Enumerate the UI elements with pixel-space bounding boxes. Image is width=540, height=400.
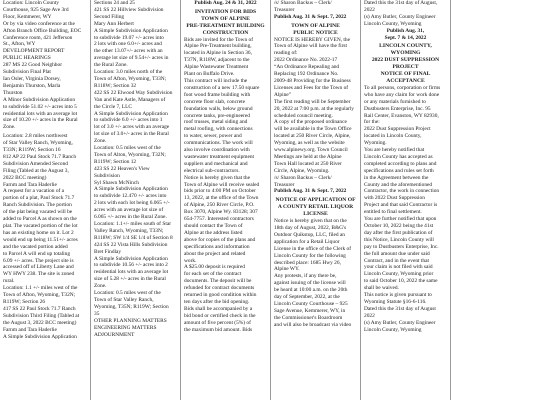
notice-text-line: Location: 2.8 miles northwest (3, 133, 68, 140)
notice-text-line: 812 AP 22 Paul Stock 71.7 Ranch (3, 153, 77, 160)
notice-text-line: Location: 1.1+/- miles south of Star (94, 221, 172, 227)
notice-text-line: Licenses and Fees for the Town of (274, 84, 349, 91)
notice-text-line: lot size of 3.0+/- acres in the Rural (94, 131, 169, 138)
notice-text-line: You are hereby notified that (364, 147, 425, 154)
notice-text-line: the August 3, 2022 BCC meeting) (3, 319, 77, 326)
notice-text-line: the Rural Zone. (94, 62, 128, 69)
notice-text-line: bids prior to 4:00 PM on October (184, 188, 256, 195)
notice-text-line: located in Lincoln County, (364, 133, 422, 140)
notice-text-line: the other 13.07+/- acres with an (94, 48, 163, 55)
notice-text-line: Farnm and Tara Haderlie (3, 181, 57, 188)
notice-text-line: 20, 2022 at 7:00 p.m. at the regularly (274, 105, 354, 112)
notice-heading: PROJECT (392, 64, 419, 71)
notice-text-line: rural. (3, 278, 15, 285)
notice-text-line: be heard at 10:00 a.m. on the 20th (274, 287, 348, 294)
notice-text-line: your claim is not filed with said (364, 264, 433, 271)
notice-text-line: specifications and rules set forth (364, 167, 434, 174)
notice-text-line: PUBLIC HEARINGS (3, 55, 51, 62)
notice-text-line: Lincoln County Courthouse – 925 (274, 300, 348, 307)
notice-text-line: concrete floor slab, concrete (184, 98, 246, 105)
notice-text-line: shall be waived. (364, 285, 399, 292)
notice-text-line: to Parcel A will end up totaling (3, 250, 71, 257)
notice-text-line: to subdivide 6.0 +/- acres into 1 (94, 117, 163, 124)
notice-text-line: specifications and information (184, 243, 250, 250)
notice-text-line: reading of: (274, 50, 298, 57)
notice-text-line: Zone. (94, 283, 107, 290)
notice-text-line: 2 lots with one 6.0+/- acres and (94, 41, 162, 48)
notice-text-line: returned in good condition within (184, 292, 257, 299)
notice-text-line: A $25.00 deposit is required (184, 264, 245, 271)
notice-text-line: 421 SS 22 Hillview Subdivision (94, 6, 164, 13)
notice-text-line: against issuing of the license will (274, 280, 346, 287)
notice-text-line: has an existing home on it. Lot 2 (3, 229, 74, 236)
notice-text-line: Wyoming Statute §16-6-116. (364, 298, 427, 305)
notice-text-line: portion of a plat, Paul Stock 71.7 (3, 195, 75, 202)
notice-text-line: Location: Lincoln County (3, 0, 59, 6)
notice-text-line: Town of Alpine will have the first (274, 43, 347, 50)
notice-text-line: T37N, R118W, adjacent to the (184, 57, 250, 64)
notice-text-line: Lincoln County for the following (274, 252, 346, 259)
notice-heading: INVITATION FOR BIDS (194, 8, 257, 15)
notice-text-line: Dated this the 31st day of August, (364, 0, 438, 6)
notice-text-line: Wyoming, as well as the website (274, 140, 345, 147)
notice-text-line: ENGINEERING MATTERS (94, 324, 157, 331)
notice-text-line: Publish Aug. 31, (386, 27, 425, 34)
notice-text-line: Thurston (3, 89, 23, 96)
notice-text-line: the Circle 7, LLC (94, 103, 133, 110)
notice-text-line: A Minor Subdivision Application (3, 96, 76, 103)
notice-text-line: 6.065 +/- acres in the Rural Zone. (94, 214, 167, 221)
notice-text-line: foundation walls, below ground (184, 105, 253, 112)
notice-text-line: Replacing 192 Ordinance No. (274, 71, 339, 78)
notice-text-line: WY HWY 238. The site is zoned (3, 271, 75, 278)
notice-text-line: (s) Amy Butler, County Engineer (364, 13, 436, 20)
notice-text-line: County and the aforementioned (364, 181, 433, 188)
notice-text-line: Location: 0.5 miles west of the (94, 290, 161, 297)
notice-text-line: to subdivide 51.02 +/- acres into 5 (3, 103, 77, 110)
notice-text-line: Farnm and Tara Haderlie (3, 326, 57, 333)
notice-text-line: License in the office of the Clerk of (274, 245, 351, 252)
notice-text-line: day after the first publication of (364, 229, 433, 236)
notice-text-line: Van and Kate Astle, Managers of (94, 96, 166, 103)
notice-text-line: Town of Afton, Wyoming, T33N; (94, 75, 167, 82)
notice-text-line: Location: 0.5 miles west of the (94, 145, 161, 152)
notice-text-line: The first reading will be September (274, 98, 351, 105)
notice-text-line: about the project and related (184, 250, 246, 257)
notice-text-line: Subdivision Final Plat (3, 69, 51, 76)
notice-text-line: residential lots with an average lot (3, 110, 78, 117)
notice-heading: LICENSE (303, 211, 328, 218)
notice-text-line: Town of Afton, Wyoming, T32N; (3, 292, 76, 299)
notice-text-line: would end up being 11.51+/- acres (3, 236, 78, 243)
notice-text-line: Location: 3.0 miles north of the (94, 69, 163, 76)
notice-text-line: Courthouse, 925 Sage Ave 3rd (3, 6, 69, 13)
notice-text-line: Notice is hereby given that the (184, 174, 251, 181)
notice-text-line: work. (184, 257, 197, 264)
notice-text-line: pay to Dustbusters Enterprise, Inc. (364, 243, 439, 250)
notice-text-line: 13, 2022, at the office of the Town (184, 195, 259, 202)
notice-text-line: R118W; SW 1/4 SE 1/4 of Section 8 (94, 234, 173, 241)
notice-text-line: plat. The vacated portion of the lot (3, 223, 78, 229)
notice-text-line: Wyoming. (364, 140, 387, 147)
notice-text-line: Lincoln County, Wyoming prior (364, 271, 434, 278)
notice-text-line: St., Afton, WY (3, 41, 36, 48)
notice-text-line: To all persons, corporation or firms (364, 84, 441, 91)
notice-text-line: 6.09 +/- acres. The project site is (3, 257, 74, 264)
notice-text-line: Location: 1.1 +/- miles west of the (3, 285, 78, 292)
notice-heading: PUBLIC NOTICE (293, 29, 338, 36)
notice-text-line: foot wood frame building with (184, 91, 251, 98)
column-5 (360, 0, 450, 400)
notice-text-line: A request for a vacation of a (3, 188, 65, 195)
notice-text-line: A Simple Subdivision Application (94, 110, 168, 117)
notice-text-line: Lincoln County has accepted as (364, 153, 433, 160)
notice-text-line: Sections 24 and 25 (94, 0, 135, 6)
notice-text-line: will be available in the Town Office (274, 126, 352, 133)
notice-text-line: 2022 (364, 6, 375, 13)
notice-text-line: acres with an average lot size of (94, 207, 164, 214)
notice-text-line: 18th day of August, 2022, B&G's (274, 225, 347, 231)
notice-text-line: Alpine” (274, 91, 292, 98)
notice-text-line: who have any claim for work done (364, 91, 440, 98)
notice-text-line: Any protests, if any there be, (274, 273, 337, 280)
notice-text-line: Town of Star Valley Ranch, (94, 296, 154, 303)
notice-text-line: Outdoor Quikstop, LLC, filed an (274, 231, 345, 238)
notice-text-line: documents. The deposit will be (184, 278, 252, 285)
notice-text-line: Bret Findlay (94, 248, 122, 255)
notice-text-line: DEVELOPMENT REPORT (3, 48, 65, 55)
notice-heading: 2022 DUST SUPPRESSION (371, 57, 440, 64)
notice-text-line: Bids shall be accompanied by a (184, 305, 253, 312)
notice-text-line: www.alpinewy.org. Town Council (274, 147, 348, 154)
notice-text-line: Treasurer (274, 181, 295, 188)
notice-text-line: to subdivide 19.07 +/- acres into (94, 34, 164, 41)
notice-text-line: size of 10.20 +/- acres in the Rural (3, 117, 78, 124)
notice-text-line: /s/ Sharon Backus – Clerk/ (274, 174, 332, 181)
notice-text-line: Floor, Kemmerer, WY (3, 13, 52, 20)
notice-text-line: of the plat being vacated will be (3, 209, 73, 216)
column-2 (90, 0, 180, 400)
notice-heading: NOTICE OF FINAL (380, 71, 431, 78)
notice-text-line: Wyoming, T35N; R119W; Section (94, 303, 169, 310)
notice-text-line: residential lots with an average lot (94, 269, 169, 276)
notice-heading: PRE-TREATMENT BUILDING (186, 22, 265, 29)
notice-text-line: Treasurer (274, 6, 295, 13)
notice-text-line: Dustbusters Enterprise, Inc. 95 (364, 105, 431, 112)
column-6 (450, 0, 540, 400)
notice-text-line: Syl Shawn McNinch (94, 179, 139, 186)
notice-text-line: Valley Ranch, Wyoming, T33N; (94, 227, 164, 234)
notice-text-line: 2022 Dust Suppression Project (364, 126, 431, 133)
notice-text-line: Notice is hereby given that on the (274, 218, 347, 225)
notice-text-line: Project and that said Contractor is (364, 202, 438, 209)
notice-text-line: described place: 1685 Hwy 26, (274, 259, 341, 266)
notice-text-line: A Simple Subdivision Application (94, 186, 168, 193)
notice-text-line: Benjamin Thurston, Marla (3, 82, 61, 89)
notice-text-line: R118W; Section 32 (94, 82, 137, 89)
notice-text-line: A Simple Subdivision Application (3, 333, 77, 340)
notice-text-line: Second Filing (94, 13, 125, 20)
notice-text-line: Plant on Buffalo Drive. (184, 71, 235, 78)
notice-heading: TOWN OF ALPINE (291, 22, 340, 29)
notice-text-line: Subdivision Amended Second (3, 160, 68, 167)
notice-text-line: average lot size of 9.54+/- acres in (94, 55, 169, 62)
notice-heading: TOWN OF ALPINE (201, 15, 250, 22)
notice-text-line: Contract, and in the event that (364, 257, 429, 264)
notice-text-line: Afton Branch Office Building, EOC (3, 27, 82, 34)
notice-text-line: 654-7757. Interested contractors (184, 216, 254, 223)
notice-text-line: Alpine Pre-Treatment building, (184, 43, 252, 50)
notice-text-line: Town of Alton, Wyoming, T32N; (94, 151, 166, 158)
notice-text-line: NOTICE IS HEREBY GIVEN, the (274, 36, 351, 43)
notice-text-line: of Alpine, 250 River Circle, P.O. (184, 202, 255, 209)
notice-text-line: Rail Center, Evanston, WY 82930, (364, 112, 439, 119)
notice-text-line: “An Ordinance Repealing and (274, 64, 340, 71)
notice-text-line: Subdivision (94, 172, 120, 179)
notice-text-line: This contract will include the (184, 77, 248, 84)
notice-text-line: Meetings are held at the Alpine (274, 153, 342, 160)
notice-text-line: 422 SS 22 Elwood Way Subdivision (94, 89, 173, 96)
notice-text-line: roof trusses, metal siding and (184, 119, 248, 126)
notice-text-line: 424 SS 22 Vista Hills Subdivision (94, 241, 168, 248)
column-3 (180, 0, 270, 400)
notice-text-line: to subdivide 10.56 +/- acres into 2 (94, 262, 168, 269)
notice-text-line: Publish Aug. 31 & Sept. 7, 2022 (274, 188, 347, 195)
notice-text-line: Conference room, 421 Jefferson (3, 34, 73, 41)
notice-heading: A COUNTY RETAIL LIQUOR (277, 204, 354, 211)
notice-text-line: Town of Alpine will receive sealed (184, 181, 260, 188)
notice-text-line: (s) Amy Butler, County Engineer (364, 319, 436, 326)
notice-text-line: Town Hall located at 250 River (274, 160, 342, 167)
notice-text-line: metal roofing, with connections (184, 126, 253, 133)
notice-text-line: electrical sub-contractors. (184, 167, 240, 174)
notice-text-line: Or by via video conference at the (3, 20, 75, 27)
notice-text-line: completed according to plans and (364, 160, 437, 167)
notice-text-line: A Simple Subdivision Application (94, 255, 168, 262)
notice-text-line: Filing (Tabled at the August 3, (3, 167, 69, 174)
notice-text-line: the maximum bid amount. Bids (184, 326, 253, 333)
notice-text-line: to subdivide 12.470 +/- acres into (94, 193, 167, 200)
notice-text-line: 417 SS 22 Paul Stock 71.7 Ranch (3, 305, 76, 312)
notice-text-line: Alpine at the address listed (184, 229, 243, 236)
notice-text-line: refunded for contract documents (184, 285, 255, 292)
notice-text-line: You are further notified that upon (364, 216, 437, 223)
notice-text-line: should contact the Town of (184, 223, 243, 229)
notice-text-line: Bids are invited for the Town of (184, 36, 253, 43)
notice-text-line: and the vacated portion added (3, 243, 68, 250)
notice-text-line: Dated this the 31st day of August (364, 305, 436, 312)
notice-text-line: Circle, Alpine, Wyoming. (274, 167, 330, 174)
notice-heading: CONSTRUCTION (202, 29, 249, 36)
notice-text-line: day of September, 2022, at the (274, 294, 340, 301)
notice-text-line: in the Agreement between the (364, 174, 429, 181)
notice-text-line: This notice is given pursuant to (364, 292, 432, 299)
notice-text-line: 2022 BCC meeting) (3, 174, 47, 181)
notice-text-line: Box 3070, Alpine Wy. 83128; 307 (184, 209, 258, 216)
notice-text-line: Sage Avenue, Kemmerer, WY, in (274, 307, 346, 314)
notice-text-line: application for a Retail Liquor (274, 238, 340, 245)
notice-text-line: added to Parcel A as shown on the (3, 216, 77, 223)
notice-text-line: 2 lots with each lot being 6.065 +/- (94, 200, 170, 207)
notice-text-line: for the: (364, 119, 380, 126)
notice-text-line: /s/ Sharon Backus – Clerk/ (274, 0, 332, 6)
notice-text-line: or any materials furnished to (364, 98, 426, 105)
notice-text-line: A Simple Subdivision Application (94, 27, 168, 34)
notice-text-line: Subdivision Third Filing (Tabled at (3, 312, 80, 319)
notice-text-line: located in Alpine in Section 36, (184, 50, 252, 57)
notice-text-line: above for copies of the plans and (184, 236, 256, 243)
notice-text-line: T33N; R119W; Section 16 (3, 147, 61, 154)
notice-text-line: located at 250 River Circle, Alpine, (274, 133, 351, 140)
notice-text-line: Zone. (3, 124, 16, 131)
column-4 (270, 0, 360, 400)
notice-text-line: 423 SS 22 Heaven's View (94, 165, 150, 172)
notice-text-line: ten days after the bid opening. (184, 298, 250, 305)
notice-text-line: lot of 3.0 +/- acres with an average (94, 124, 170, 131)
notice-text-line: 2009-48 Providing for the Business (274, 77, 351, 84)
notice-text-line: with 2022 Dust Suppression (364, 195, 425, 202)
notice-text-line: suppliers and mechanical and (184, 160, 248, 167)
notice-text-line: the Commissioner's Boardroom (274, 314, 343, 321)
notice-text-line: bid bond or certified check in the (184, 312, 256, 319)
notice-text-line: R119W; Section 26 (3, 298, 46, 305)
notice-text-line: Lincoln County, Wyoming (364, 326, 422, 333)
notice-text-line: construction of a new 17.50 square (184, 84, 260, 91)
notice-text-line: of Star Valley Ranch, Wyoming, (3, 140, 73, 147)
notice-text-line: and will also be broadcast via video (274, 321, 352, 328)
notice-text-line: for each set of the contract (184, 271, 242, 278)
notice-heading: WYOMING (390, 50, 421, 57)
notice-text-line: scheduled council meeting. (274, 112, 333, 119)
notice-text-line: Contractor, the work in connection (364, 188, 440, 195)
notice-text-line: communications. The work will (184, 140, 253, 147)
notice-text-line: October 10, 2022 being the 41st (364, 223, 434, 229)
notice-text-line: accessed off of Liberty Lane and (3, 264, 74, 271)
notice-heading: ACCEPTANCE (386, 77, 425, 84)
notice-text-line: to water, sewer, power and (184, 133, 242, 140)
notice-text-line: Alpine WY. (274, 266, 300, 273)
notice-text-line: A copy of the proposed ordinance (274, 119, 347, 126)
notice-text-line: entitled to final settlement. (364, 209, 422, 216)
notice-text-line: Publish Aug. 24 & 31, 2022 (194, 0, 257, 6)
notice-text-line: R119W; Section 12 (94, 158, 137, 165)
notice-text-line: Ranch Subdivision. The portion (3, 202, 72, 209)
notice-text-line: 35 (94, 310, 100, 317)
notice-text-line: 287 MS 22 Good Neighbor (3, 62, 62, 69)
notice-text-line: Ian Osler, Virginia Dorsey, (3, 75, 61, 82)
notice-heading: LINCOLN COUNTY, (379, 43, 432, 50)
notice-text-line: Lincoln County, Wyoming (364, 20, 422, 27)
notice-text-line: Alpine Wastewater Treatment (184, 64, 249, 71)
notice-text-line: Zone. (94, 138, 107, 145)
column-1 (0, 0, 90, 400)
notice-text-line: Mary Ann Herbert (94, 20, 134, 27)
notice-text-line: also involve coordination with (184, 147, 250, 154)
notice-heading: NOTICE OF APPLICATION OF (275, 197, 356, 204)
notice-text-line: 2022 Ordinance No. 2022-17 (274, 57, 338, 64)
notice-text-line: to said October 10, 2022 the same (364, 278, 438, 285)
notice-text-line: size of 5.28 +/- acres in the Rural (94, 276, 166, 283)
notice-text-line: this Notice, Lincoln County will (364, 236, 434, 243)
notice-text-line: ADJOURNMENT (94, 331, 135, 338)
notice-text-line: wastewater treatment equipment (184, 153, 255, 160)
notice-text-line: OTHER PLANNING MATTERS (94, 317, 167, 324)
notice-text-line: amount of five percent (5%) of (184, 319, 251, 326)
notice-text-line: Sept. 7 & 14, 2022 (384, 34, 427, 41)
notice-text-line: 2022 (364, 312, 375, 319)
notice-text-line: concrete tanks, pre-engineered (184, 112, 250, 119)
notice-text-line: the full amount due under said (364, 250, 430, 257)
notice-text-line: Publish Aug. 31 & Sept. 7, 2022 (274, 13, 347, 20)
